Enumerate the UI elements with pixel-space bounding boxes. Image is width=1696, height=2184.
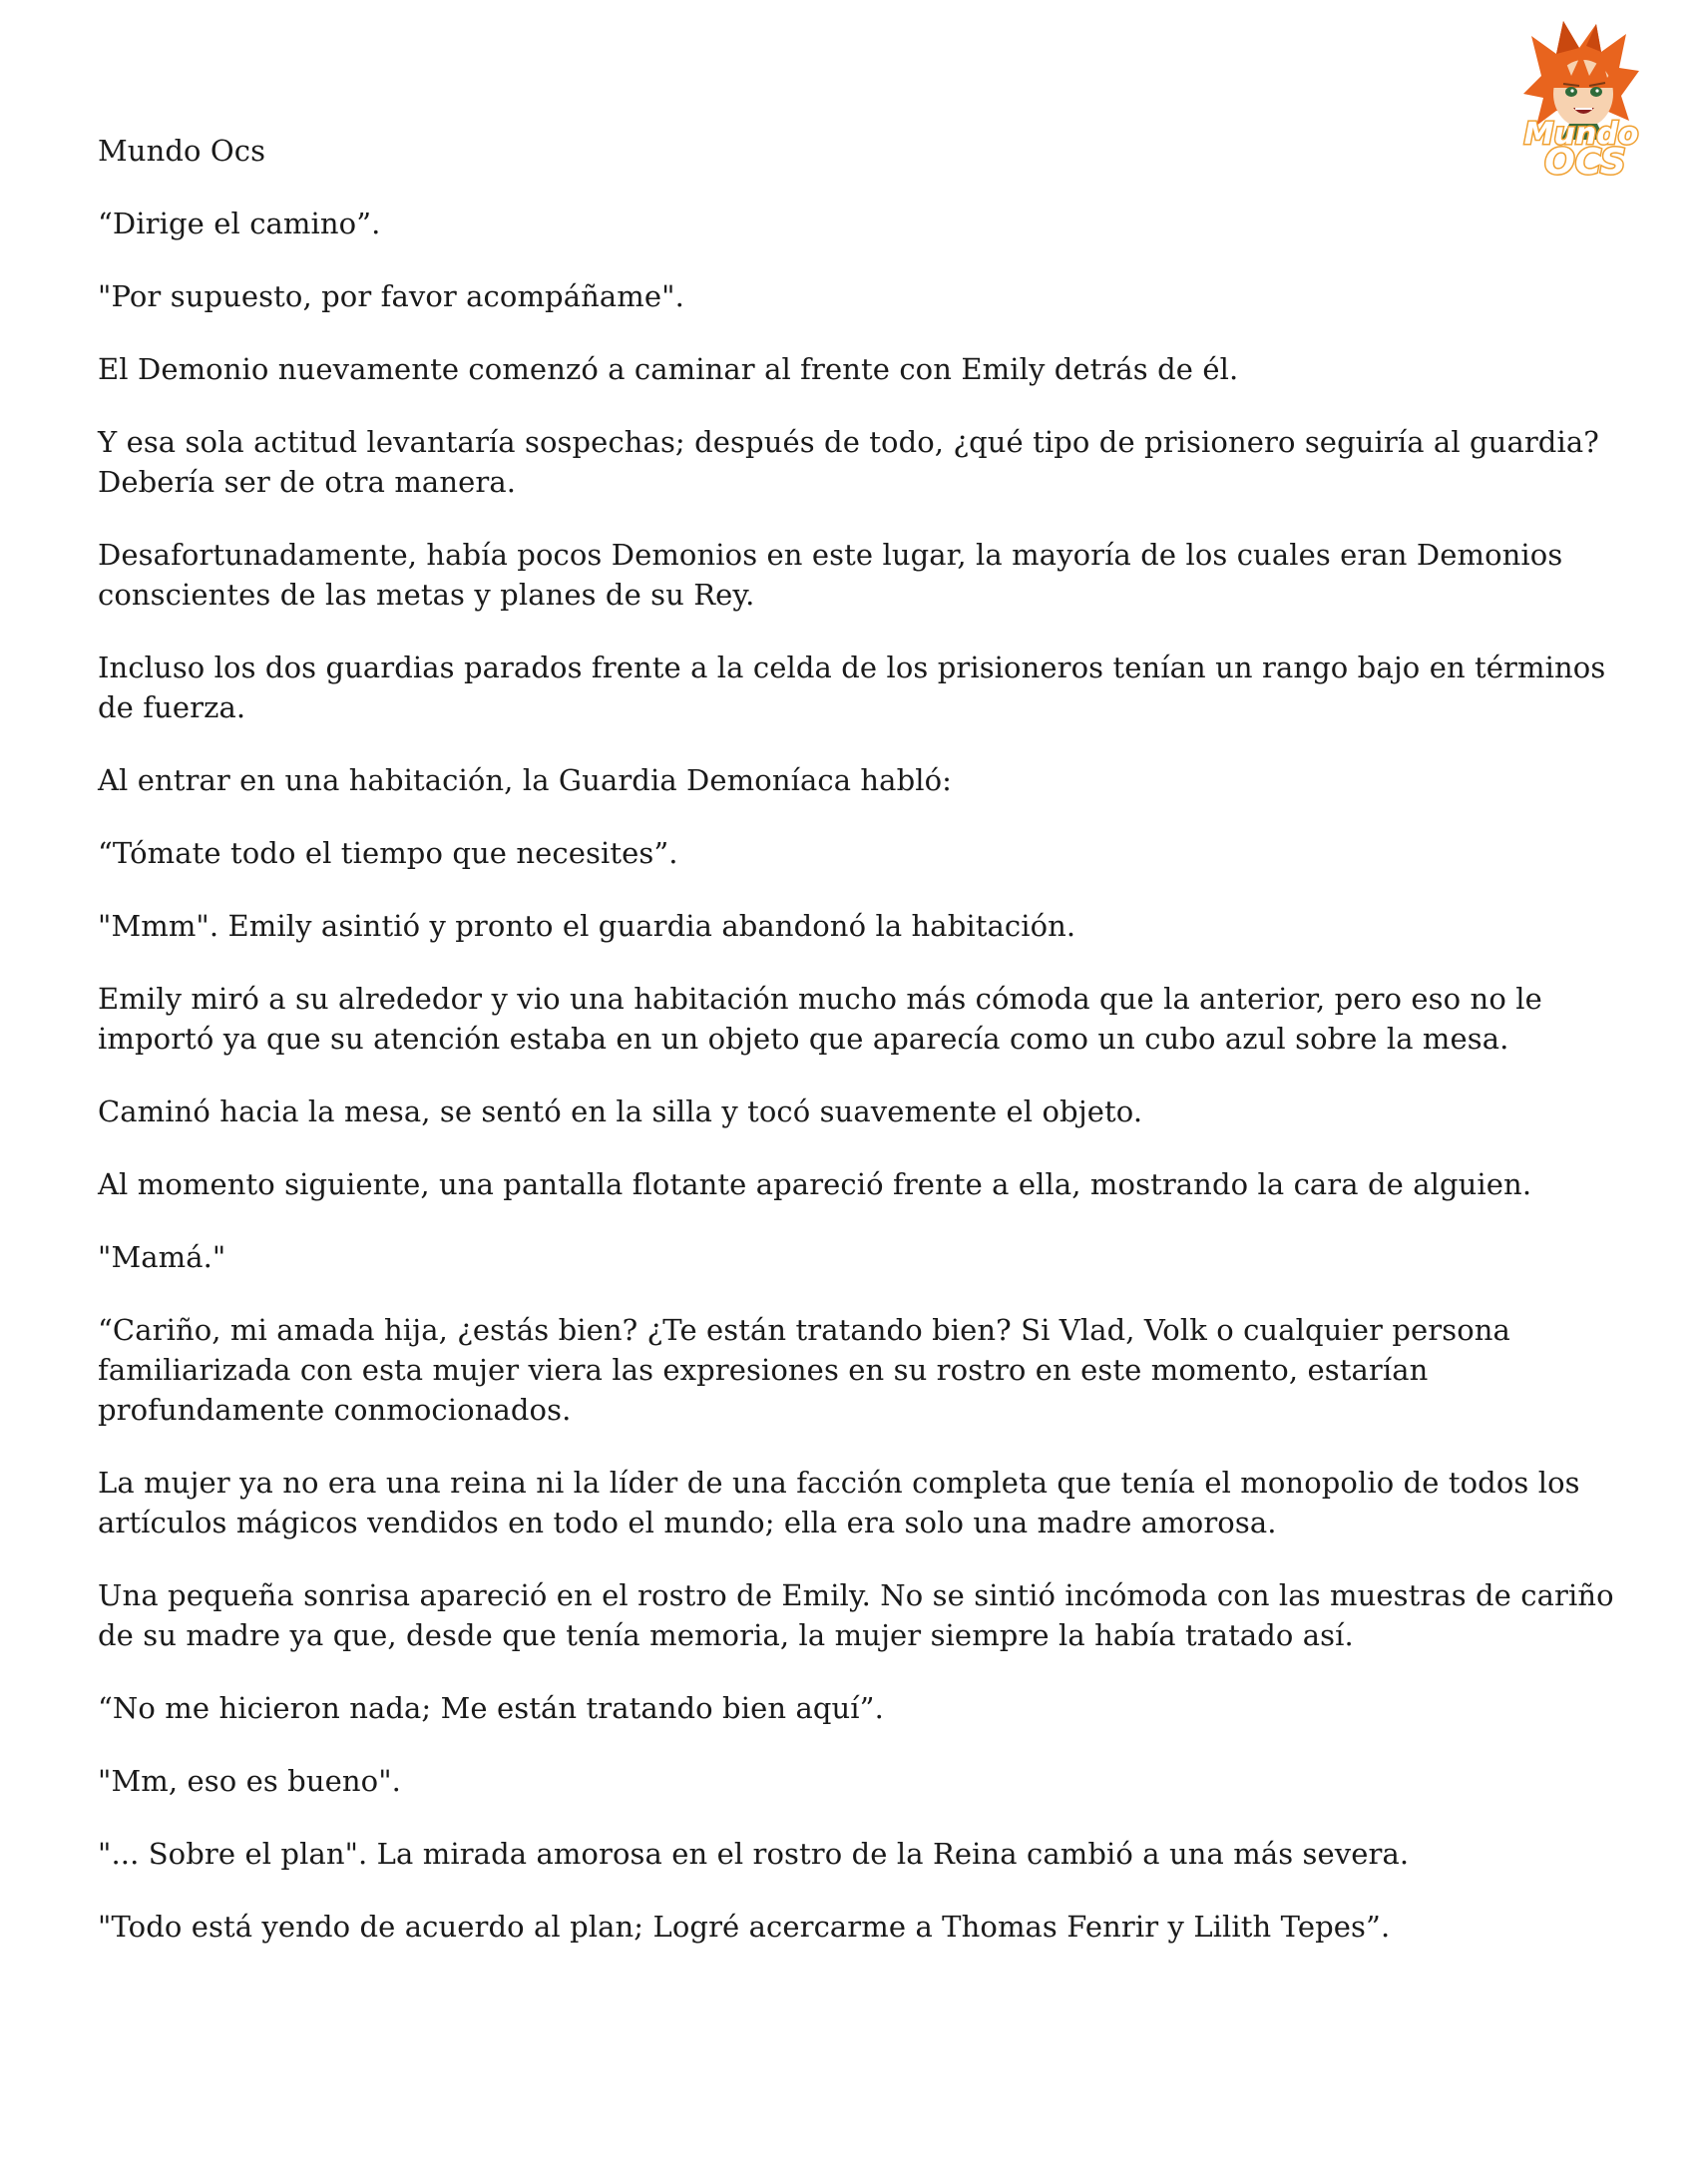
paragraph: "Todo está yendo de acuerdo al plan; Logré acercarme a Thomas Fenrir y Lilith Tepes”. [98,1910,1391,1944]
paragraph: La mujer ya no era una reina ni la líder de una facción completa que tenía el monopolio de todos los artículos mágicos vendidos en todo el mundo; ella era solo una madre amorosa. [98,1466,1580,1539]
paragraph: "Mmm". Emily asintió y pronto el guardia abandonó la habitación. [98,909,1076,943]
paragraph: "Mm, eso es bueno". [98,1764,401,1798]
paragraph: El Demonio nuevamente comenzó a caminar al frente con Emily detrás de él. [98,352,1239,386]
svg-text:OCS: OCS [1544,142,1626,183]
paragraph: “Dirige el camino”. [98,207,381,240]
paragraph: Al momento siguiente, una pantalla flotante apareció frente a ella, mostrando la cara de alguien. [98,1167,1532,1201]
paragraph: "... Sobre el plan". La mirada amorosa en el rostro de la Reina cambió a una más severa. [98,1837,1410,1871]
paragraph: "Mamá." [98,1240,226,1274]
paragraph: “Tómate todo el tiempo que necesites”. [98,836,678,870]
paragraph: “Cariño, mi amada hija, ¿estás bien? ¿Te están tratando bien? Si Vlad, Volk o cualquier persona familiarizada con esta mujer viera las expresiones en su rostro en este momento, estarían profundamente conmocionados. [98,1313,1510,1427]
paragraph: Emily miró a su alrededor y vio una habitación mucho más cómoda que la anterior, pero eso no le importó ya que su atención estaba en un objeto que aparecía como un cubo azul sobre la mesa. [98,982,1542,1056]
paragraph: Desafortunadamente, había pocos Demonios en este lugar, la mayoría de los cuales eran Demonios conscientes de las metas y planes de su Rey. [98,538,1563,612]
paragraph: “No me hicieron nada; Me están tratando bien aquí”. [98,1691,884,1725]
paragraph: Al entrar en una habitación, la Guardia Demoníaca habló: [98,763,953,797]
paragraph: Una pequeña sonrisa apareció en el rostro de Emily. No se sintió incómoda con las muestras de cariño de su madre ya que, desde que tenía memoria, la mujer siempre la había tratado así. [98,1578,1614,1652]
paragraph: Caminó hacia la mesa, se sentó en la silla y tocó suavemente el objeto. [98,1094,1143,1128]
paragraph: Y esa sola actitud levantaría sospechas; después de todo, ¿qué tipo de prisionero seguiría al guardia? Debería ser de otra manera. [98,425,1599,499]
paragraph: "Por supuesto, por favor acompáñame". [98,279,684,313]
document-header: Mundo Ocs [98,134,266,168]
svg-text:Mundo: Mundo [1523,117,1639,152]
document-body [98,131,1634,1979]
paragraph: Incluso los dos guardias parados frente a la celda de los prisioneros tenían un rango bajo en términos de fuerza. [98,651,1606,724]
